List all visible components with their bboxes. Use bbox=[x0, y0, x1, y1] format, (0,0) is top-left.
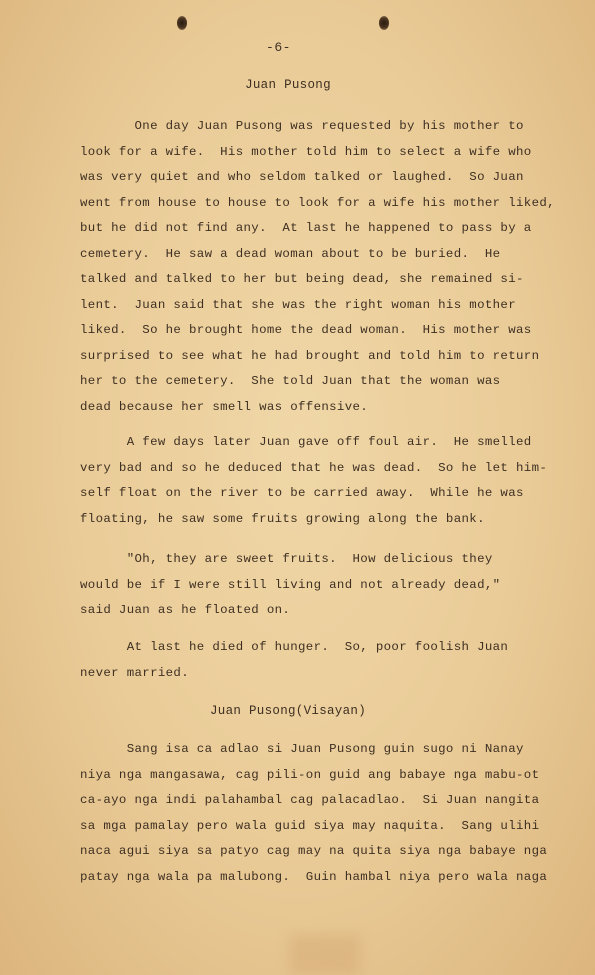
text-line: very bad and so he deduced that he was dead. So he let him- bbox=[80, 460, 548, 475]
text-line: liked. So he brought home the dead woman. His mother was bbox=[80, 323, 532, 337]
punch-hole-right bbox=[379, 16, 389, 30]
text-line: dead because her smell was offensive. bbox=[80, 399, 369, 414]
text-line: floating, he saw some fruits growing along the bank. bbox=[80, 511, 485, 526]
text-line: A few days later Juan gave off foul air. He smelled bbox=[80, 435, 532, 449]
text-line: surprised to see what he had brought and told him to return bbox=[80, 348, 540, 363]
text-line: naca agui siya sa patyo cag may na quita siya nga babaye nga bbox=[80, 844, 548, 858]
paragraph-1 bbox=[80, 114, 555, 420]
text-line: sa mga pamalay pero wala guid siya may naquita. Sang ulihi bbox=[80, 818, 540, 833]
story-title-english: Juan Pusong bbox=[245, 78, 331, 92]
text-line: Sang isa ca adlao si Juan Pusong guin sugo ni Nanay bbox=[80, 742, 524, 756]
paragraph-3 bbox=[80, 547, 500, 624]
text-line: niya nga mangasawa, cag pili-on guid ang babaye nga mabu-ot bbox=[80, 767, 540, 782]
paragraph-2 bbox=[80, 430, 547, 532]
text-line: ca-ayo nga indi palahambal cag palacadlao. Si Juan nangita bbox=[80, 793, 540, 807]
text-line: One day Juan Pusong was requested by his mother to bbox=[80, 119, 524, 133]
text-line: talked and talked to her but being dead, she remained si- bbox=[80, 272, 524, 286]
text-line: would be if I were still living and not already dead," bbox=[80, 577, 501, 592]
punch-hole-left bbox=[177, 16, 187, 30]
text-line: but he did not find any. At last he happened to pass by a bbox=[80, 221, 532, 235]
text-line: cemetery. He saw a dead woman about to be buried. He bbox=[80, 246, 501, 261]
text-line: her to the cemetery. She told Juan that the woman was bbox=[80, 374, 501, 388]
page-number: -6- bbox=[266, 40, 291, 55]
text-line: look for a wife. His mother told him to select a wife who bbox=[80, 144, 532, 159]
story-title-visayan: Juan Pusong(Visayan) bbox=[209, 704, 367, 718]
text-line: said Juan as he floated on. bbox=[80, 603, 291, 617]
text-line: was very quiet and who seldom talked or laughed. So Juan bbox=[80, 170, 524, 184]
text-line: "Oh, they are sweet fruits. How delicious they bbox=[80, 552, 493, 566]
text-line: patay nga wala pa malubong. Guin hambal niya pero wala naga bbox=[80, 869, 548, 884]
paper-stain bbox=[290, 935, 360, 975]
text-line: never married. bbox=[80, 665, 189, 680]
text-line: At last he died of hunger. So, poor foolish Juan bbox=[80, 640, 509, 654]
text-line: went from house to house to look for a wife his mother liked, bbox=[80, 195, 555, 210]
text-line: self float on the river to be carried away. While he was bbox=[80, 486, 524, 500]
paragraph-4 bbox=[80, 635, 508, 686]
text-line: lent. Juan said that she was the right woman his mother bbox=[80, 297, 516, 312]
paragraph-visayan bbox=[80, 737, 547, 890]
